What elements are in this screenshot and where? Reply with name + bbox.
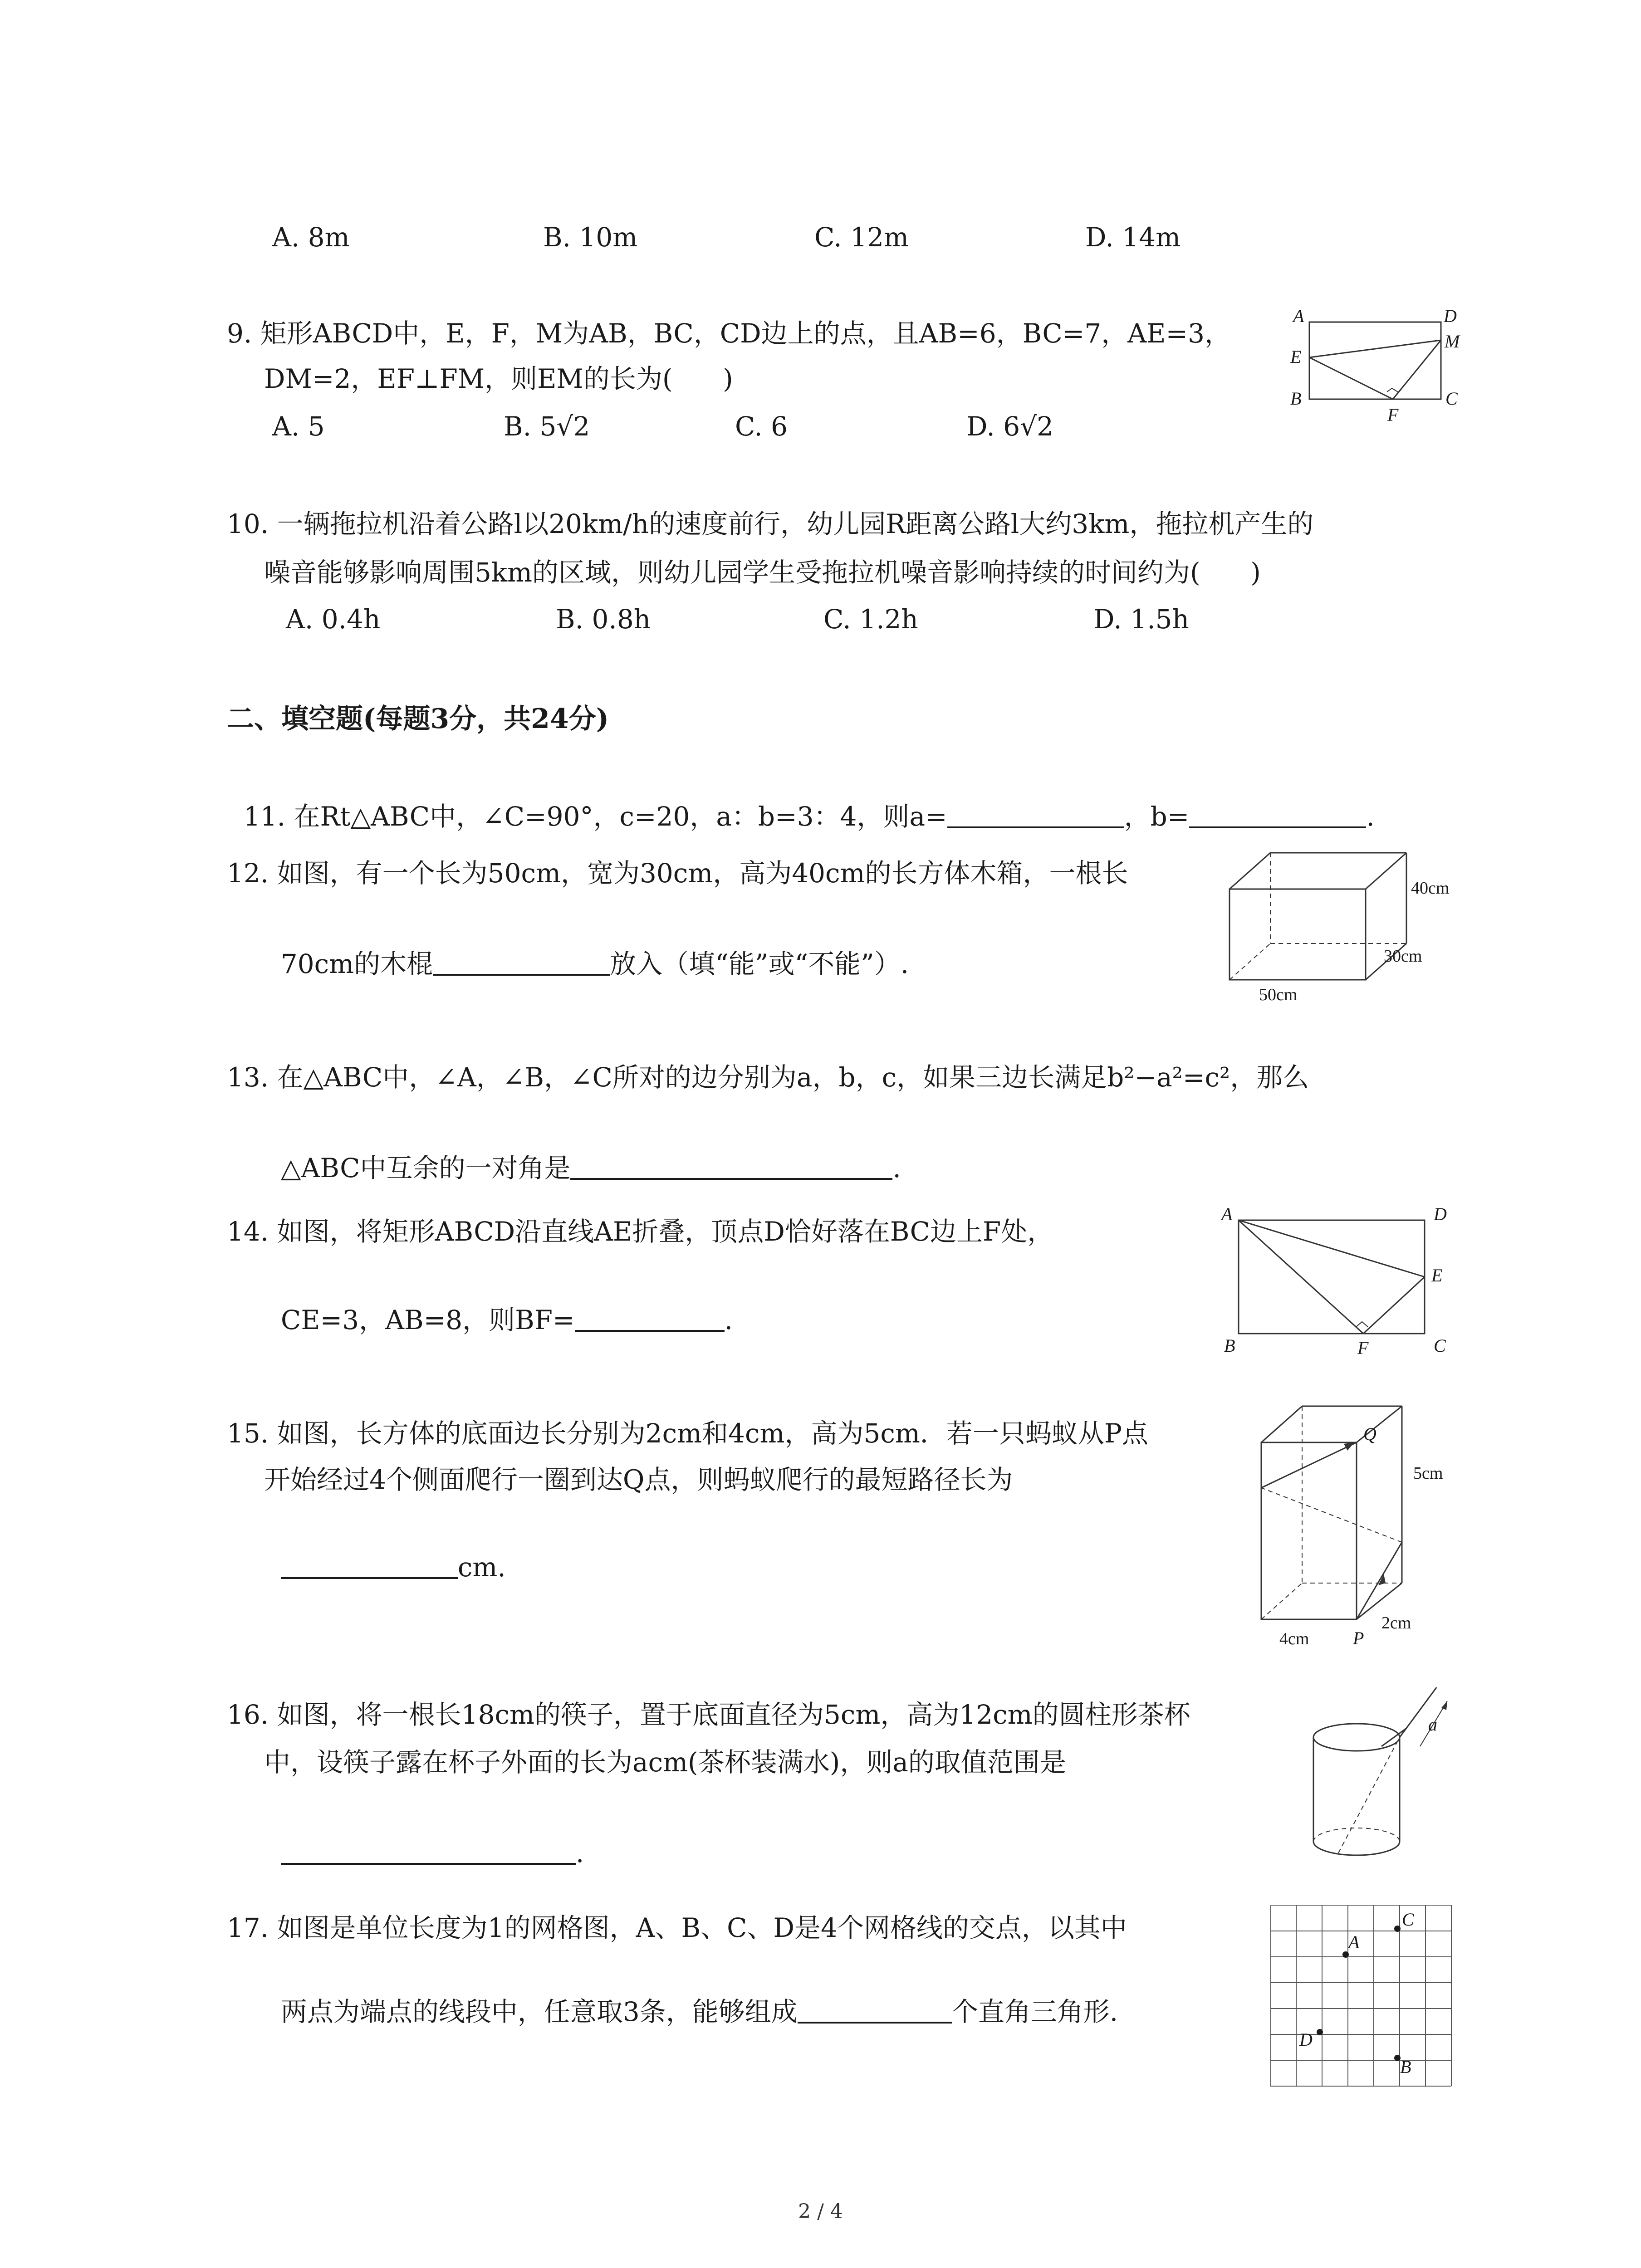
- q14-text-2: .: [724, 1305, 733, 1335]
- q12-label-height: 40cm: [1411, 879, 1450, 898]
- q10-line1: 10. 一辆拖拉机沿着公路l以20km/h的速度前行，幼儿园R距离公路l大约3km，拖拉机产生的: [227, 508, 1314, 539]
- q9-label-c: C: [1445, 388, 1458, 409]
- q9-label-b: B: [1290, 388, 1302, 409]
- q8-option-c: C. 12m: [814, 222, 909, 253]
- q17-blank[interactable]: [798, 1994, 952, 2024]
- q15-label-q: Q: [1363, 1424, 1376, 1444]
- q14-label-f: F: [1357, 1338, 1369, 1358]
- q11-text-3: .: [1366, 801, 1375, 832]
- q8-option-d: D. 14m: [1085, 222, 1181, 253]
- q12-line1: 12. 如图，有一个长为50cm，宽为30cm，高为40cm的长方体木箱，一根长: [227, 858, 1128, 889]
- q12-label-length: 50cm: [1259, 985, 1298, 1004]
- q13-line1: 13. 在△ABC中，∠A，∠B，∠C所对的边分别为a，b，c，如果三边长满足b²−a²=c²，那么: [227, 1062, 1309, 1093]
- q15-label-p: P: [1353, 1628, 1364, 1648]
- q10-option-b: B. 0.8h: [556, 604, 651, 635]
- q12-blank[interactable]: [433, 947, 610, 976]
- q9-rectangle-figure: [1284, 304, 1465, 431]
- q11-blank-b[interactable]: [1189, 799, 1366, 828]
- q17-grid-figure: [1270, 1905, 1452, 2087]
- q12-box-figure: [1220, 844, 1474, 1007]
- q15-line1: 15. 如图，长方体的底面边长分别为2cm和4cm，高为5cm．若一只蚂蚁从P点: [227, 1418, 1148, 1449]
- q16-cup-figure: [1307, 1687, 1470, 1869]
- q17-line2: [264, 1957, 1118, 2030]
- q15-line2: 开始经过4个侧面爬行一圈到达Q点，则蚂蚁爬行的最短路径长为: [264, 1464, 1013, 1495]
- q15-blank[interactable]: [281, 1550, 458, 1579]
- q17-label-b: B: [1400, 2057, 1411, 2077]
- q17-line1: 17. 如图是单位长度为1的网格图，A、B、C、D是4个网格线的交点，以其中: [227, 1912, 1127, 1943]
- q13-text-1: △ABC中互余的一对角是: [280, 1153, 571, 1183]
- q15-label-height: 5cm: [1413, 1464, 1443, 1483]
- q10-line2: 噪音能够影响周围5km的区域，则幼儿园学生受拖拉机噪音影响持续的时间约为( ): [264, 557, 1261, 588]
- section-title-fill-in: 二、填空题(每题3分，共24分): [227, 703, 609, 735]
- q12-text-1: 70cm的木棍: [280, 948, 433, 979]
- q10-option-d: D. 1.5h: [1093, 604, 1189, 635]
- q9-label-e: E: [1290, 347, 1302, 367]
- q15-prism-figure: [1234, 1397, 1479, 1651]
- q13-text-2: .: [892, 1153, 901, 1183]
- q11-text-2: ，b=: [1124, 801, 1190, 832]
- q16-line2: 中，设筷子露在杯子外面的长为acm(茶杯装满水)，则a的取值范围是: [264, 1747, 1066, 1778]
- q17-label-c: C: [1402, 1909, 1414, 1930]
- q11-line: [227, 762, 1375, 835]
- q11-text-1: 11. 在Rt△ABC中，∠C=90°，c=20，a：b=3：4，则a=: [243, 801, 947, 832]
- q17-text-1: 两点为端点的线段中，任意取3条，能够组成: [280, 1996, 798, 2027]
- q14-label-e: E: [1431, 1265, 1443, 1286]
- q16-line3: [264, 1799, 584, 1871]
- q15-label-width: 2cm: [1381, 1613, 1411, 1633]
- q15-label-length: 4cm: [1279, 1629, 1309, 1648]
- q16-line1: 16. 如图，将一根长18cm的筷子，置于底面直径为5cm，高为12cm的圆柱形茶杯: [227, 1699, 1190, 1730]
- q13-line2: [264, 1114, 901, 1186]
- q12-text-2: 放入（填“能”或“不能”）.: [610, 948, 909, 979]
- q8-option-a: A. 8m: [272, 222, 350, 253]
- q9-line2: DM=2，EF⊥FM，则EM的长为( ): [264, 363, 733, 394]
- q10-option-c: C. 1.2h: [823, 604, 918, 635]
- q9-option-b: B. 5√2: [504, 411, 590, 442]
- q9-label-a: A: [1293, 306, 1304, 326]
- q17-label-a: A: [1348, 1932, 1360, 1952]
- q14-fold-figure: [1211, 1198, 1465, 1361]
- q12-label-width: 30cm: [1384, 947, 1422, 966]
- q16-blank[interactable]: [281, 1836, 576, 1865]
- q16-text-end: .: [575, 1838, 584, 1868]
- q14-label-b: B: [1224, 1335, 1235, 1356]
- q9-option-a: A. 5: [272, 411, 325, 442]
- q14-text-1: CE=3，AB=8，则BF=: [280, 1305, 575, 1335]
- q9-label-f: F: [1387, 405, 1399, 425]
- q16-label-a: a: [1428, 1714, 1437, 1735]
- page-number: 2 / 4: [798, 2200, 843, 2223]
- q9-line1: 9. 矩形ABCD中，E，F，M为AB，BC，CD边上的点，且AB=6，BC=7，AE=3，: [227, 318, 1231, 349]
- q11-blank-a[interactable]: [947, 799, 1124, 828]
- q14-label-c: C: [1434, 1335, 1446, 1356]
- q14-blank[interactable]: [575, 1303, 725, 1332]
- q14-label-a: A: [1221, 1204, 1233, 1224]
- q9-label-m: M: [1445, 331, 1460, 352]
- q8-option-b: B. 10m: [543, 222, 638, 253]
- q12-line2: [264, 909, 909, 982]
- q14-line1: 14. 如图，将矩形ABCD沿直线AE折叠，顶点D恰好落在BC边上F处，: [227, 1216, 1054, 1247]
- q9-option-c: C. 6: [735, 411, 788, 442]
- q14-line2: [264, 1266, 733, 1338]
- q15-line3: [264, 1513, 506, 1585]
- q9-option-d: D. 6√2: [966, 411, 1054, 442]
- q9-label-d: D: [1444, 306, 1457, 326]
- q13-blank[interactable]: [570, 1151, 892, 1180]
- q17-text-2: 个直角三角形.: [951, 1996, 1118, 2027]
- q10-option-a: A. 0.4h: [286, 604, 381, 635]
- q15-unit: cm.: [457, 1552, 506, 1583]
- q17-label-d: D: [1299, 2029, 1313, 2050]
- q14-label-d: D: [1434, 1204, 1447, 1224]
